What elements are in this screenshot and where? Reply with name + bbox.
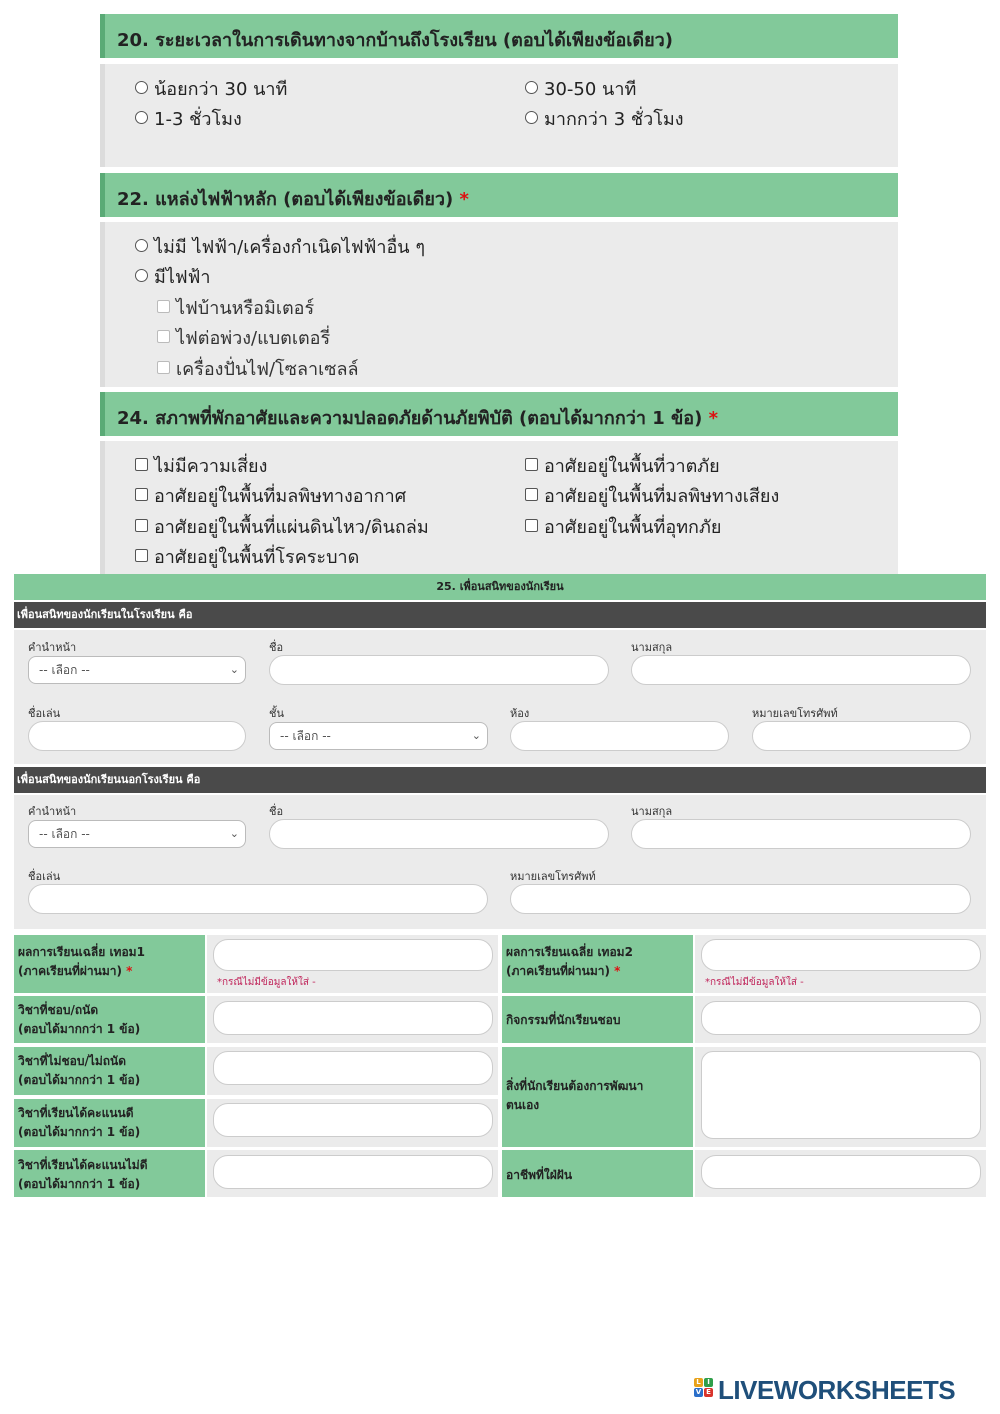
q20-option-4[interactable]: มากกว่า 3 ชั่วโมง [525, 104, 684, 133]
activity-input[interactable] [701, 1001, 981, 1035]
term2-grade-note: *กรณีไม่มีข้อมูลให้ใส่ - [705, 977, 804, 988]
q22-title: 22. แหล่งไฟฟ้าหลัก (ตอบได้เพียงข้อเดียว) * [117, 189, 469, 210]
term1-grade-cell [207, 935, 498, 993]
nickname-label: ชื่อเล่น [28, 870, 61, 883]
phone-input[interactable] [752, 721, 971, 751]
phone-input[interactable] [510, 884, 971, 914]
q20-option-1[interactable]: น้อยกว่า 30 นาที [135, 74, 287, 103]
q24-option-5[interactable]: อาศัยอยู่ในพื้นที่แผ่นดินไหว/ดินถล่ม [135, 512, 429, 541]
term1-grade-input[interactable] [213, 939, 493, 971]
bad-score-subject-input[interactable] [213, 1155, 493, 1189]
term2-grade-cell [695, 935, 986, 993]
q24-header [100, 392, 898, 436]
term2-grade-input[interactable] [701, 939, 981, 971]
term1-grade-note: *กรณีไม่มีข้อมูลให้ใส่ - [217, 977, 316, 988]
q20-title: 20. ระยะเวลาในการเดินทางจากบ้านถึงโรงเรียน (ตอบได้เพียงข้อเดียว) [117, 30, 674, 51]
q25-title: 25. เพื่อนสนิทของนักเรียน [14, 574, 986, 600]
checkbox-icon[interactable] [157, 361, 170, 374]
q22-sub-option-2[interactable]: ไฟต่อพ่วง/แบตเตอรี่ [157, 323, 330, 352]
q22-options [100, 222, 898, 387]
fav-subject-input[interactable] [213, 1001, 493, 1035]
fav-subject-cell [207, 996, 498, 1043]
q20-header [100, 14, 898, 58]
last-name-label: นามสกุล [631, 805, 673, 818]
nickname-input[interactable] [28, 884, 488, 914]
good-score-subject-cell [207, 1099, 498, 1147]
prefix-select[interactable]: -- เลือก -- ⌄ [28, 820, 246, 848]
nickname-label: ชื่อเล่น [28, 707, 61, 720]
q22-header [100, 173, 898, 217]
in-school-friend-header: เพื่อนสนิทของนักเรียนในโรงเรียน คือ [14, 602, 986, 628]
checkbox-icon[interactable] [157, 330, 170, 343]
dislike-subject-label: วิชาที่ไม่ชอบ/ไม่ถนัด (ตอบได้มากกว่า 1 ข้อ) [14, 1047, 205, 1095]
checkbox-icon[interactable] [135, 488, 148, 501]
checkbox-icon[interactable] [525, 488, 538, 501]
prefix-label: คำนำหน้า [28, 805, 77, 818]
self-development-textarea[interactable] [701, 1051, 981, 1139]
activity-cell [695, 996, 986, 1043]
out-school-friend-header: เพื่อนสนิทของนักเรียนนอกโรงเรียน คือ [14, 767, 986, 793]
dream-job-input[interactable] [701, 1155, 981, 1189]
first-name-label: ชื่อ [269, 805, 284, 818]
activity-label: กิจกรรมที่นักเรียนชอบ [502, 996, 693, 1043]
grade-select[interactable]: -- เลือก -- ⌄ [269, 722, 488, 750]
term2-grade-label: ผลการเรียนเฉลี่ย เทอม2 (ภาคเรียนที่ผ่านมา) * [502, 935, 693, 993]
chevron-down-icon: ⌄ [229, 663, 239, 676]
q20-option-2[interactable]: 30-50 นาที [525, 74, 636, 103]
self-development-label: สิ่งที่นักเรียนต้องการพัฒนา ตนเอง [502, 1047, 693, 1147]
q24-option-6[interactable]: อาศัยอยู่ในพื้นที่อุทกภัย [525, 512, 721, 541]
room-input[interactable] [510, 721, 729, 751]
first-name-label: ชื่อ [269, 641, 284, 654]
phone-label: หมายเลขโทรศัพท์ [752, 707, 838, 720]
room-label: ห้อง [510, 707, 530, 720]
self-development-cell [695, 1047, 986, 1147]
q24-options [100, 441, 898, 574]
checkbox-icon[interactable] [135, 549, 148, 562]
q20-options [100, 64, 898, 167]
radio-icon[interactable] [525, 81, 538, 94]
checkbox-icon[interactable] [525, 519, 538, 532]
q24-option-2[interactable]: อาศัยอยู่ในพื้นที่วาตภัย [525, 451, 720, 480]
dislike-subject-input[interactable] [213, 1051, 493, 1085]
good-score-subject-label: วิชาที่เรียนได้คะแนนดี (ตอบได้มากกว่า 1 ข้อ) [14, 1099, 205, 1147]
q24-option-1[interactable]: ไม่มีความเสี่ยง [135, 451, 267, 480]
good-score-subject-input[interactable] [213, 1103, 493, 1137]
q24-option-7[interactable]: อาศัยอยู่ในพื้นที่โรคระบาด [135, 542, 359, 571]
checkbox-icon[interactable] [157, 300, 170, 313]
checkbox-icon[interactable] [525, 458, 538, 471]
radio-icon[interactable] [135, 111, 148, 124]
q22-sub-option-1[interactable]: ไฟบ้านหรือมิเตอร์ [157, 293, 314, 322]
fav-subject-label: วิชาที่ชอบ/ถนัด (ตอบได้มากกว่า 1 ข้อ) [14, 996, 205, 1043]
first-name-input[interactable] [269, 655, 609, 685]
q24-option-3[interactable]: อาศัยอยู่ในพื้นที่มลพิษทางอากาศ [135, 481, 406, 510]
phone-label: หมายเลขโทรศัพท์ [510, 870, 596, 883]
radio-icon[interactable] [525, 111, 538, 124]
dream-job-cell [695, 1150, 986, 1197]
logo-text: LIVEWORKSHEETS [718, 1375, 956, 1405]
chevron-down-icon: ⌄ [229, 827, 239, 840]
term1-grade-label: ผลการเรียนเฉลี่ย เทอม1 (ภาคเรียนที่ผ่านมา) * [14, 935, 205, 993]
chevron-down-icon: ⌄ [471, 729, 481, 742]
bad-score-subject-cell [207, 1150, 498, 1197]
nickname-input[interactable] [28, 721, 246, 751]
radio-icon[interactable] [135, 81, 148, 94]
last-name-input[interactable] [631, 655, 971, 685]
q20-option-3[interactable]: 1-3 ชั่วโมง [135, 104, 242, 133]
dislike-subject-cell [207, 1047, 498, 1095]
dream-job-label: อาชีพที่ใฝ่ฝัน [502, 1150, 693, 1197]
prefix-select[interactable]: -- เลือก -- ⌄ [28, 656, 246, 684]
q22-sub-option-3[interactable]: เครื่องปั่นไฟ/โซลาเซลล์ [157, 354, 359, 383]
last-name-input[interactable] [631, 819, 971, 849]
q24-option-4[interactable]: อาศัยอยู่ในพื้นที่มลพิษทางเสียง [525, 481, 779, 510]
grade-label: ชั้น [269, 707, 284, 720]
bad-score-subject-label: วิชาที่เรียนได้คะแนนไม่ดี (ตอบได้มากกว่า 1 ข้อ) [14, 1150, 205, 1197]
q22-option-1[interactable]: ไม่มี ไฟฟ้า/เครื่องกำเนิดไฟฟ้าอื่น ๆ [135, 232, 425, 261]
q22-option-2[interactable]: มีไฟฟ้า [135, 262, 211, 291]
checkbox-icon[interactable] [135, 519, 148, 532]
checkbox-icon[interactable] [135, 458, 148, 471]
first-name-input[interactable] [269, 819, 609, 849]
last-name-label: นามสกุล [631, 641, 673, 654]
radio-icon[interactable] [135, 269, 148, 282]
radio-icon[interactable] [135, 239, 148, 252]
q24-title: 24. สภาพที่พักอาศัยและความปลอดภัยด้านภัยพิบัติ (ตอบได้มากกว่า 1 ข้อ) * [117, 408, 719, 429]
prefix-label: คำนำหน้า [28, 641, 77, 654]
